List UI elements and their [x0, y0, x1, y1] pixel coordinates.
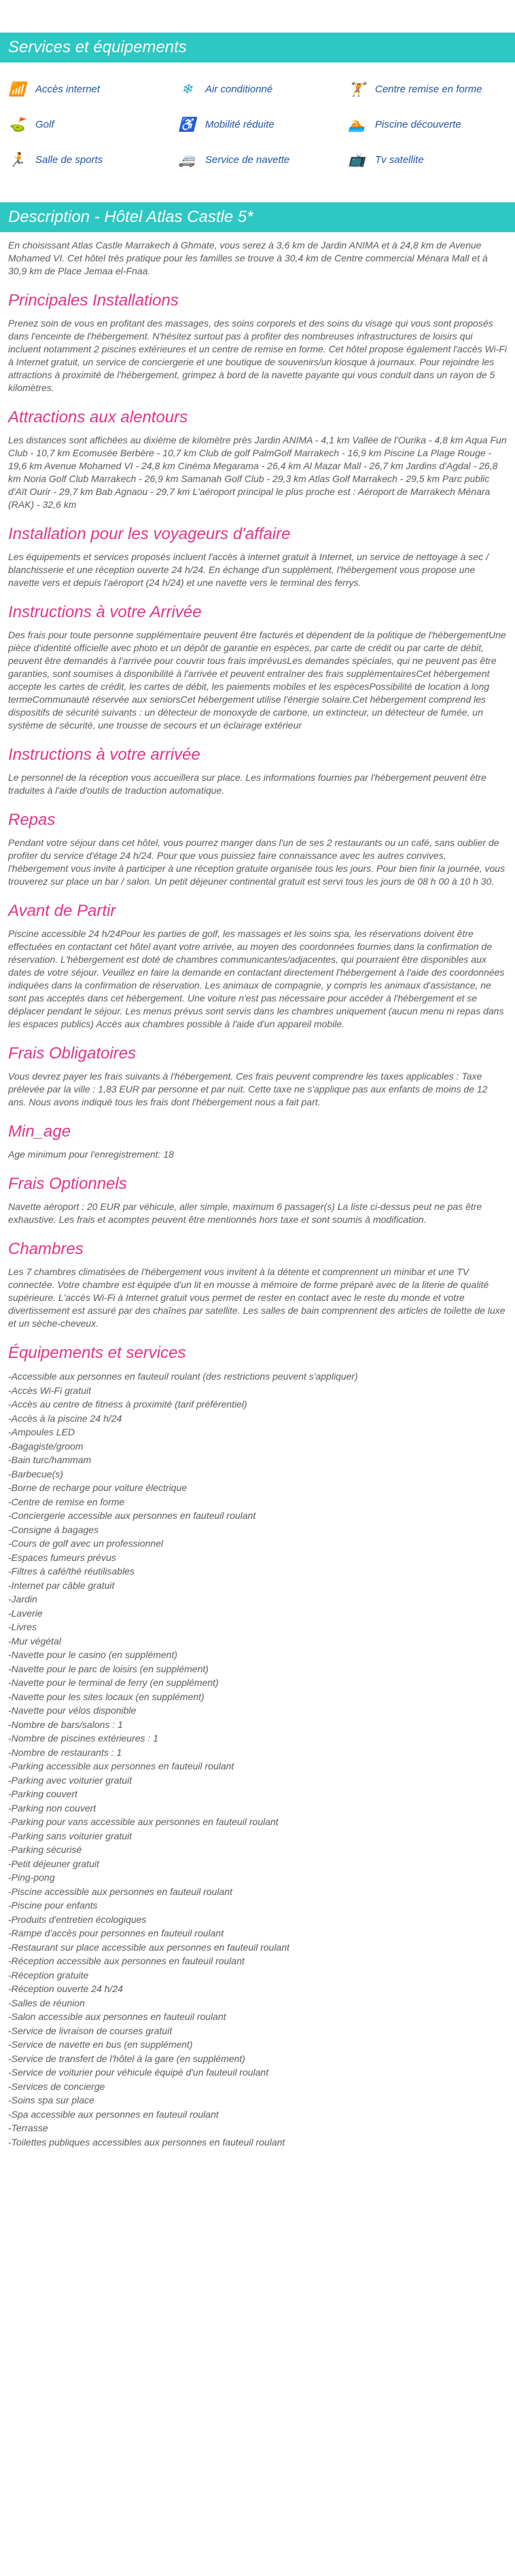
list-item: -Rampe d'accès pour personnes en fauteuil roulant — [8, 1928, 224, 1938]
section-title: Avant de Partir — [8, 902, 116, 920]
list-item: -Services de concierge — [8, 2080, 105, 2092]
section-title: Attractions aux alentours — [8, 408, 188, 426]
list-item: -Ping-pong — [8, 1872, 55, 1883]
list-item: -Restaurant sur place accessible aux personnes en fauteuil roulant — [8, 1941, 290, 1953]
section-title: Frais Obligatoires — [8, 1044, 137, 1063]
list-item: -Jardin — [8, 1594, 37, 1604]
amenity-item — [347, 114, 510, 134]
list-item: -Produits d'entretien écologiques — [8, 1913, 147, 1925]
amenity-item — [177, 114, 347, 134]
list-item: -Navette pour vélos disponible — [8, 1705, 137, 1716]
section-text: Vous devrez payer les frais suivants à l'hébergement. Ces frais peuvent comprendre les taxes applicables : Taxe prélevée par la ville : 1,83 EUR par personne et par nuit. Cette taxe ne s'applique pas aux enfants de moins de 12 ans. Nous avons indiqué tous les frais dont l'hébergement nous a fait part. — [8, 1071, 488, 1107]
list-item: -Salon accessible aux personnes en fauteuil roulant — [8, 2011, 226, 2022]
amenity-item — [7, 79, 177, 99]
list-item: -Bain turc/hammam — [8, 1454, 92, 1465]
list-item: -Navette pour le parc de loisirs (en supplément) — [8, 1663, 209, 1674]
section-title: Principales Installations — [8, 291, 179, 310]
section-title: Instructions à votre Arrivée — [8, 603, 202, 621]
list-item: -Réception accessible aux personnes en fauteuil roulant — [8, 1955, 245, 1966]
amenity-label: Centre remise en forme — [375, 83, 482, 95]
list-item: -Cours de golf avec un professionnel — [8, 1538, 164, 1549]
list-item: -Piscine accessible aux personnes en fauteuil roulant — [8, 1885, 232, 1897]
list-item: -Nombre de piscines extérieures : 1 — [8, 1733, 158, 1744]
shuttle-icon: 🚐 — [178, 152, 196, 168]
list-item: -Parking couvert — [8, 1788, 77, 1799]
dumbbell-icon: 🏋 — [348, 81, 366, 97]
tv-icon: 📺 — [348, 152, 366, 168]
section-text: Age minimum pour l'enregistrement: 18 — [8, 1149, 174, 1160]
section-text: Piscine accessible 24 h/24Pour les parties de golf, les massages et les soins spa, les réservations doivent être effectuées en contactant cet hôtel avant votre arrivée, au moyen des coordonnées fournies dans la confirmation de réservation. L'hébergement est doté de chambres communicantes/adjacentes, qui pourraient être disponibles aux dates de votre séjour. Veuillez en faire la demande en contactant directement l'hébergement à l'aide des coordonnées indiquées dans la confirmation de réservation. Les animaux de compagnie, y compris les animaux d'assistance, ne sont pas acceptés dans cet hébergement. Une voiture n'est pas nécessaire pour accéder à l'hébergement et se déplacer pendant le séjour. Les menus prévus sont servis dans les chambres uniquement (aucun menu ni repas dans les espaces publics) Accès aux chambres possible à l'aide d'un appareil mobile. — [8, 928, 505, 1029]
amenity-item — [177, 79, 347, 99]
section-title: Installation pour les voyageurs d'affaire — [8, 525, 291, 543]
section-title: Repas — [8, 811, 56, 829]
list-item: -Petit déjeuner gratuit — [8, 1858, 99, 1869]
section-text: Des frais pour toute personne supplémentaire peuvent être facturés et dépendent de la politique de l'hébergementUne pièce d'identité officielle avec photo et un dépôt de garantie en espèces, par carte de crédit ou par carte de débit, peuvent être demandés à l'arrivée pour couvrir tous frais imprévusLes demandes spéciales, qui ne peuvent pas être garanties, sont soumises à disponibilité à l'arrivée et peuvent entraîner des frais supplémentairesCet hébergement accepte les cartes de crédit, les cartes de débit, les paiements mobiles et les espècesPossibilité de location à long termeCommunauté réservée aux seniorsCet hébergement utilise l'énergie solaire.Cet hébergement comprend les dispositifs de sécurité suivants : un détecteur de monoxyde de carbone, un extincteur, un détecteur de fumée, un système de sécurité, une trousse de secours et un éclairage extérieur — [8, 629, 506, 731]
pool-icon: 🏊 — [348, 117, 366, 132]
amenity-label: Piscine découverte — [375, 118, 461, 130]
section-text: Le personnel de la réception vous accueillera sur place. Les informations fournies par l'hébergement peuvent être traduites à l'aide d'outils de traduction automatique. — [8, 772, 486, 796]
amenity-item — [347, 149, 510, 170]
wheelchair-icon: ♿ — [178, 117, 196, 132]
section-text: Prenez soin de vous en profitant des massages, des soins corporels et des soins du visage qui vous sont proposés dans l'enceinte de l'hébergement. N'hésitez surtout pas à profiter des nombreuses infrastructures de loisirs qui incluent notamment 2 piscines extérieures et un centre de remise en forme. Cet hôtel propose également l'accès Wi-Fi à Internet gratuit, un service de conciergerie et une boutique de souvenirs/un kiosque à journaux. Pour rejoindre les attractions à proximité de l'hébergement, grimpez à bord de la navette payante qui vous conduit dans un rayon de 5 kilomètres. — [8, 318, 508, 393]
list-item: -Service de livraison de courses gratuit — [8, 2025, 173, 2036]
description-sections — [8, 291, 507, 1330]
section-title: Instructions à votre arrivée — [8, 746, 200, 764]
list-item: -Parking sans voiturier gratuit — [8, 1830, 132, 1841]
list-item: -Terrasse — [8, 2122, 48, 2133]
section-title: Chambres — [8, 1240, 84, 1258]
section-title: Min_age — [8, 1122, 71, 1141]
sports-icon: 🏃 — [8, 152, 26, 168]
list-item: -Navette pour les sites locaux (en supplément) — [8, 1691, 205, 1702]
amenity-label: Tv satellite — [375, 153, 424, 166]
amenity-item — [7, 114, 177, 134]
section-text: Les équipements et services proposés incluent l'accès à internet gratuit à Internet, un service de nettoyage à sec / blanchisserie et une réception ouverte 24 h/24. En échange d'un supplément, l'hébergement vous propose une navette vers et depuis l'aéroport (24 h/24) et une navette vers le terminal des ferrys. — [8, 551, 489, 588]
equipements-list — [8, 1369, 507, 2149]
list-item: -Filtres à café/thé réutilisables — [8, 1566, 135, 1577]
snowflake-icon: ❄ — [181, 81, 193, 97]
list-item: -Nombre de bars/salons : 1 — [8, 1718, 123, 1730]
amenity-label: Service de navette — [205, 153, 290, 166]
amenity-label: Air conditionné — [205, 83, 273, 95]
equipements-title: Équipements et services — [8, 1344, 186, 1362]
section-text: Les 7 chambres climatisées de l'hébergement vous invitent à la détente et comprennent un minibar et une TV connectée. Votre chambre est équipée d'un lit en mousse à mémoire de forme préparé avec de la literie de qualité supérieure. L'accès Wi-Fi à Internet gratuit vous permet de rester en contact avec le reste du monde et votre divertissement est assuré par des chaînes par satellite. Les salles de bain comprennent des articles de toilette de luxe et un sèche-cheveux. — [8, 1266, 505, 1329]
list-item: -Réception ouverte 24 h/24 — [8, 1983, 123, 1994]
wifi-icon: 📶 — [8, 81, 26, 97]
list-item: -Service de transfert de l'hôtel à la gare (en supplément) — [8, 2053, 245, 2064]
list-item: -Ampoules LED — [8, 1427, 75, 1437]
intro-text: En choisissant Atlas Castle Marrakech à Ghmate, vous serez à 3,6 km de Jardin ANIMA et à 24,8 km de Avenue Mohamed VI. Cet hôtel très pratique pour les familles se trouve à 30,4 km de Centre commercial Ménara Mall et à 30,9 km de Place Jemaa el-Fnaa. — [8, 240, 488, 276]
list-item: -Salles de réunion — [8, 1997, 85, 2008]
list-item: -Accès au centre de fitness à proximité (tarif préférentiel) — [8, 1399, 247, 1410]
list-item: -Mur végétal — [8, 1635, 61, 1646]
services-header: Services et équipements — [0, 33, 515, 62]
section-text: Pendant votre séjour dans cet hôtel, vous pourrez manger dans l'un de ses 2 restaurants ou un café, sans oublier de profiter du service d'étage 24 h/24. Pour que vous puissiez faire connaissance avec les autres convives, l'hébergement vous invite à participer à une réception gratuite organisée tous les jours. Pour bien finir la journée, vous trouverez sur place un bar / salon. Un petit déjeuner continental gratuit est servi tous les jours de 08 h 00 à 10 h 30. — [8, 837, 505, 887]
amenity-label: Accès internet — [35, 83, 101, 95]
amenity-item — [347, 79, 510, 99]
amenity-item — [177, 149, 347, 170]
list-item: -Bagagiste/groom — [8, 1440, 84, 1452]
list-item: -Navette pour le casino (en supplément) — [8, 1649, 178, 1660]
list-item: -Borne de recharge pour voiture électrique — [8, 1482, 188, 1493]
golf-icon: ⛳ — [8, 117, 26, 132]
list-item: -Service de navette en bus (en supplément) — [8, 2039, 193, 2050]
list-item: -Livres — [8, 1621, 37, 1632]
list-item: -Conciergerie accessible aux personnes en fauteuil roulant — [8, 1510, 256, 1521]
amenity-label: Salle de sports — [35, 153, 103, 166]
list-item: -Espaces fumeurs prévus — [8, 1551, 116, 1563]
list-item: -Spa accessible aux personnes en fauteuil roulant — [8, 2108, 219, 2120]
section-text: Navette aéroport : 20 EUR par véhicule, aller simple, maximum 6 passager(s) La liste ci-dessus peut ne pas être exhaustive. Les frais et acomptes peuvent être mentionnés hors taxe et sont soumis à modification. — [8, 1201, 482, 1225]
list-item: -Centre de remise en forme — [8, 1496, 125, 1507]
description-content — [0, 239, 515, 2149]
section-title: Frais Optionnels — [8, 1175, 127, 1193]
list-item: -Accès à la piscine 24 h/24 — [8, 1412, 122, 1424]
list-item: -Piscine pour enfants — [8, 1900, 98, 1911]
list-item: -Internet par câble gratuit — [8, 1579, 115, 1591]
list-item: -Accessible aux personnes en fauteuil roulant (des restrictions peuvent s'appliquer) — [8, 1371, 358, 1382]
list-item: -Parking pour vans accessible aux personnes en fauteuil roulant — [8, 1816, 279, 1827]
list-item: -Navette pour le terminal de ferry (en supplément) — [8, 1677, 219, 1688]
list-item: -Parking accessible aux personnes en fauteuil roulant — [8, 1761, 234, 1771]
list-item: -Consigne à bagages — [8, 1524, 99, 1535]
list-item: -Barbecue(s) — [8, 1468, 63, 1479]
list-item: -Service de voiturier pour véhicule équipé d'un fauteuil roulant — [8, 2067, 269, 2078]
list-item: -Parking non couvert — [8, 1802, 96, 1814]
list-item: -Toilettes publiques accessibles aux personnes en fauteuil roulant — [8, 2136, 285, 2148]
list-item: -Parking avec voiturier gratuit — [8, 1774, 132, 1786]
amenities-grid — [0, 69, 515, 172]
list-item: -Accès Wi-Fi gratuit — [8, 1384, 92, 1396]
list-item: -Soins spa sur place — [8, 2095, 94, 2105]
page — [0, 33, 515, 2149]
list-item: -Nombre de restaurants : 1 — [8, 1746, 122, 1758]
list-item: -Parking sécurisé — [8, 1844, 82, 1855]
description-header: Description - Hôtel Atlas Castle 5* — [0, 202, 515, 232]
amenity-label: Mobilité réduite — [205, 118, 274, 130]
amenity-item — [7, 149, 177, 170]
list-item: -Laverie — [8, 1607, 43, 1619]
section-text: Les distances sont affichées au dixième de kilomètre près Jardin ANIMA - 4,1 km Vallée de l'Ourika - 4,8 km Aqua Fun Club - 10,7 km Ecomusée Berbère - 10,7 km Club de golf PalmGolf Marrakech - 16,9 km Piscine La Plage Rouge - 19,6 km Avenue Mohamed VI - 24,8 km Cinéma Megarama - 26,4 km Al Mazar Mall - 26,7 km Jardins d'Agdal - 26,8 km Noria Golf Club Marrakech - 26,9 km Samanah Golf Club - 29,3 km Atlas Golf Marrakech - 29,5 km Parc public d'Aït Ourir - 29,7 km Bab Agnaou - 29,7 km L'aéroport principal le plus proche est : Aéroport de Marrakech Ménara (RAK) - 32,6 km — [8, 435, 507, 510]
amenity-label: Golf — [35, 118, 54, 130]
list-item: -Réception gratuite — [8, 1969, 89, 1981]
